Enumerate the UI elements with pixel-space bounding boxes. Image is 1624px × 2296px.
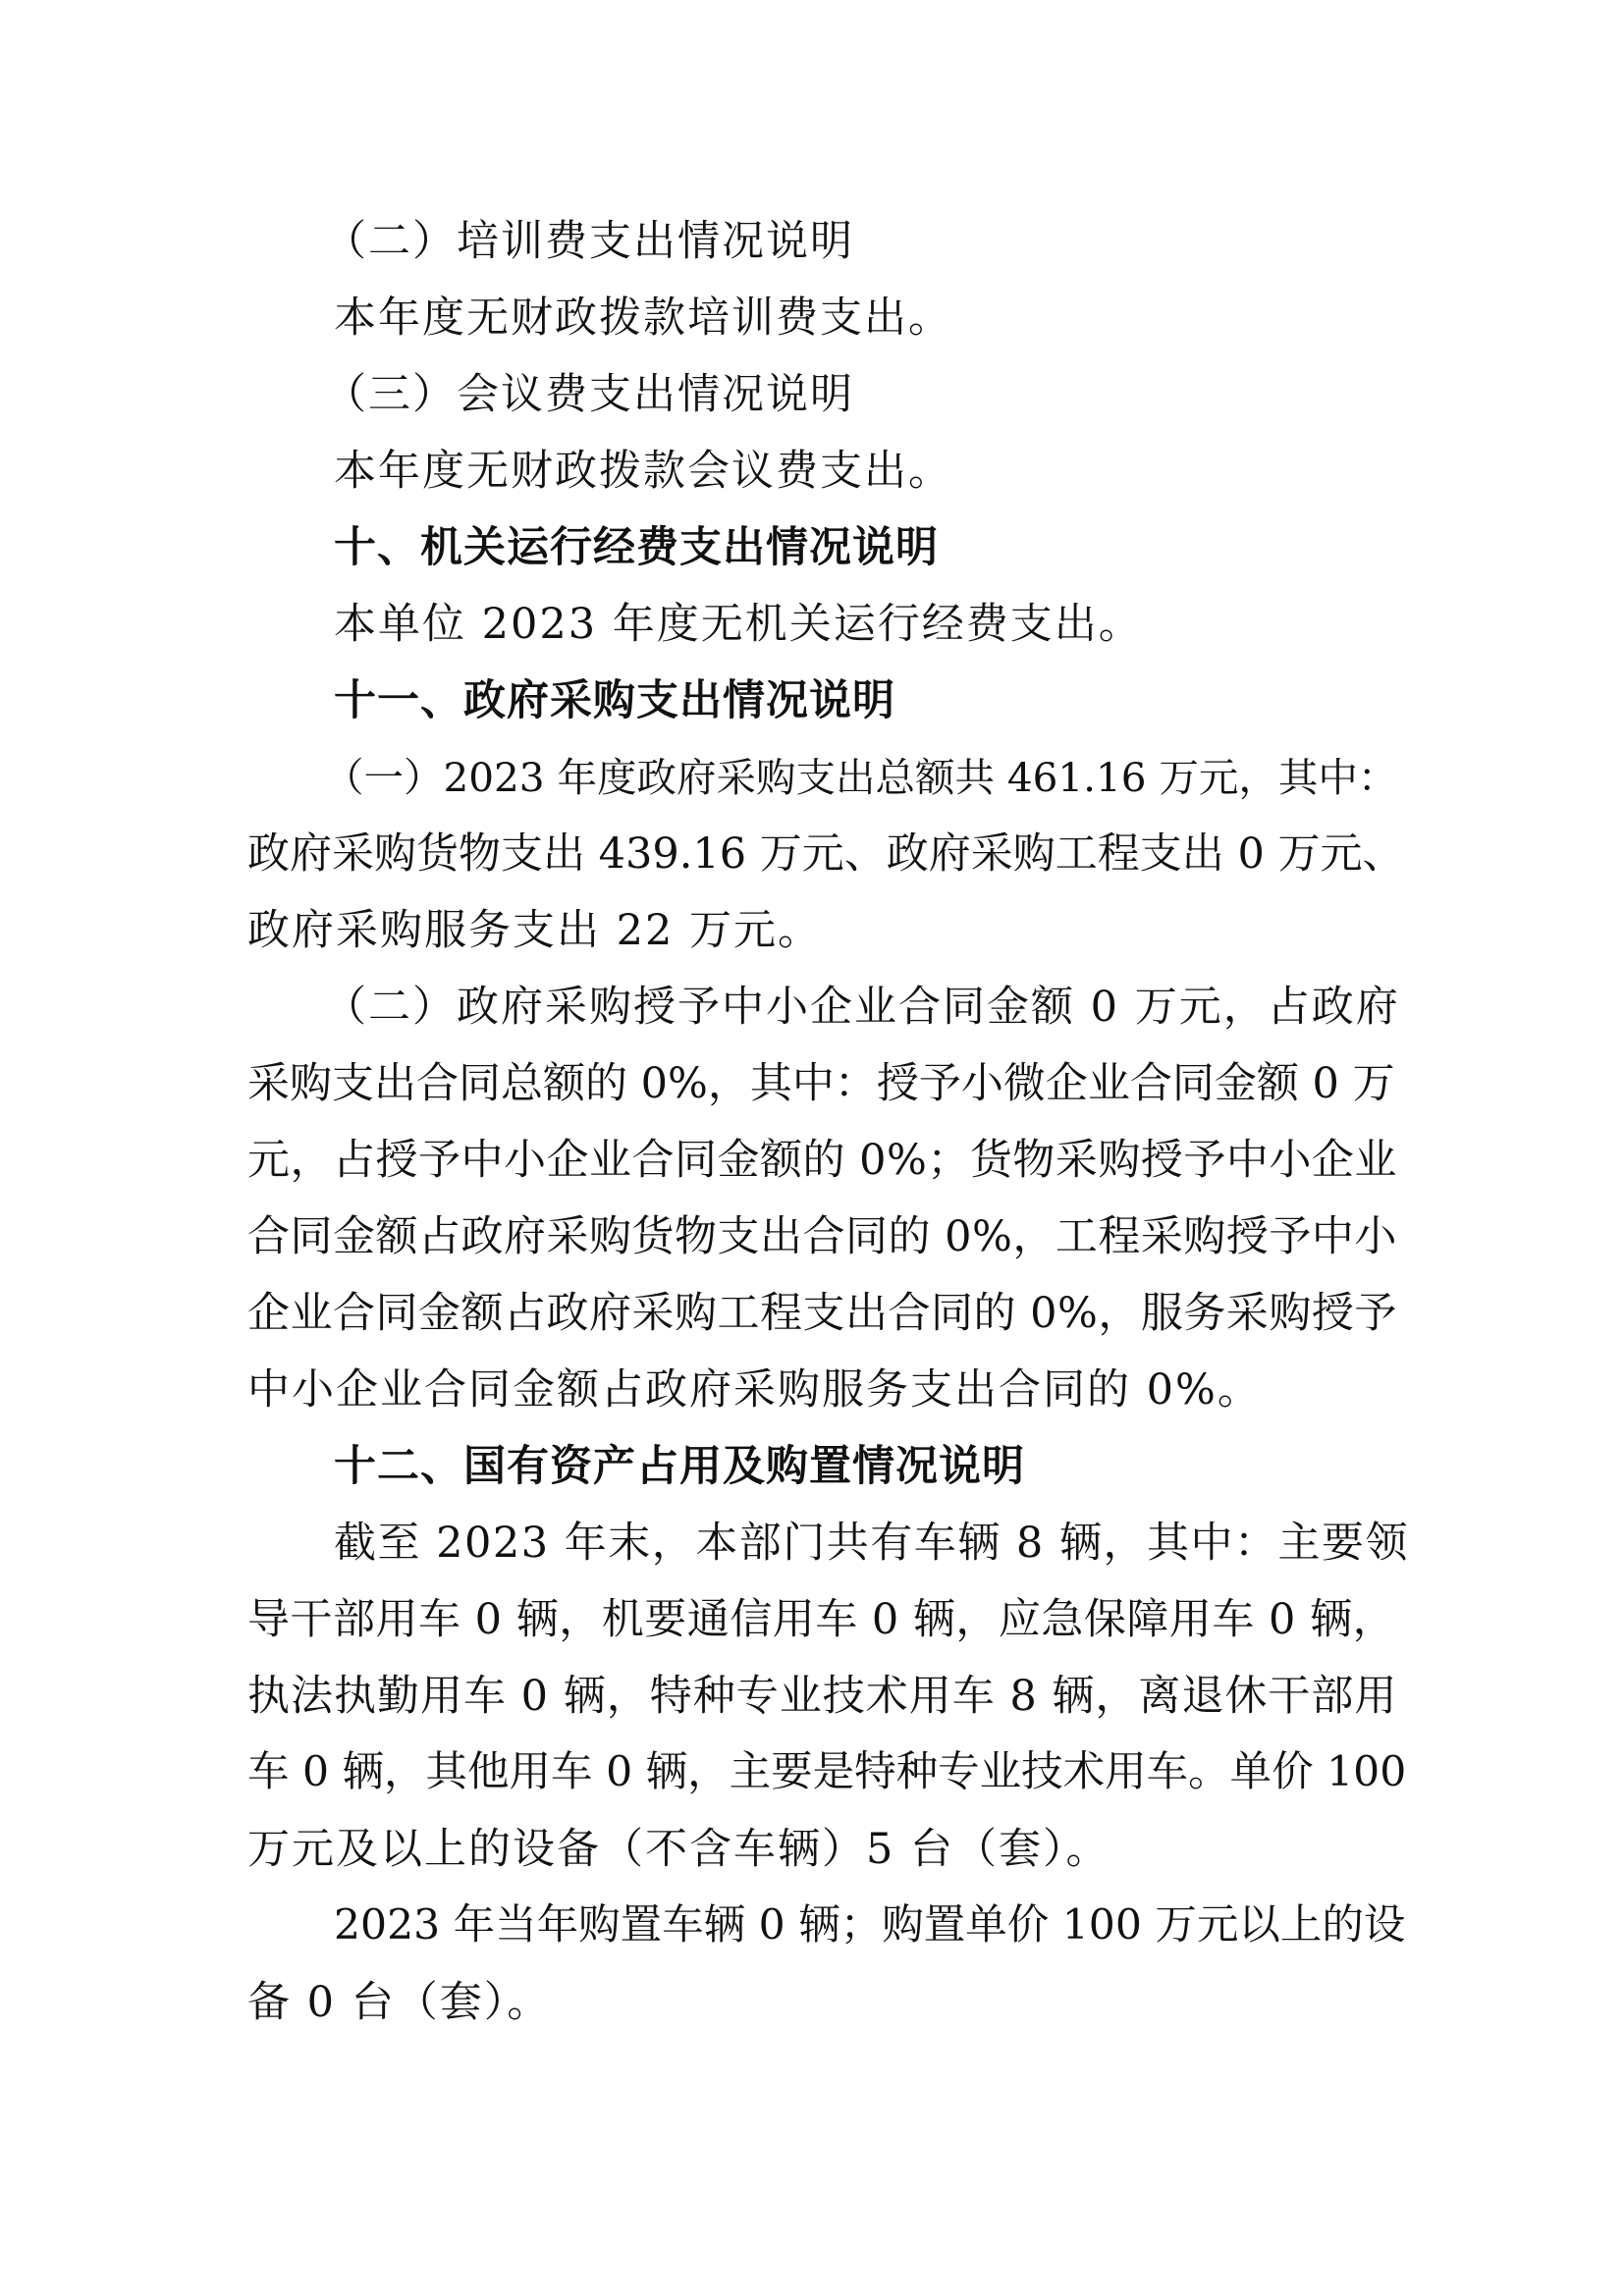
paragraph-procurement-1-line-2: 政府采购货物支出 439.16 万元、政府采购工程支出 0 万元、 [247, 829, 1405, 879]
section-heading-11: 十一、政府采购支出情况说明 [334, 676, 895, 725]
paragraph-procurement-2-line-2: 采购支出合同总额的 0%，其中：授予小微企业合同金额 0 万 [247, 1059, 1395, 1108]
paragraph-procurement-2-line-3: 元，占授予中小企业合同金额的 0%；货物采购授予中小企业 [247, 1136, 1397, 1185]
paragraph-procurement-2-line-6: 中小企业合同金额占政府采购服务支出合同的 0%。 [247, 1365, 1262, 1415]
paragraph-procurement-1-line-1: （一）2023 年度政府采购支出总额共 461.16 万元，其中： [324, 754, 1398, 801]
paragraph-assets-line-2: 导干部用车 0 辆，机要通信用车 0 辆，应急保障用车 0 辆， [247, 1595, 1396, 1644]
section-heading-12: 十二、国有资产占用及购置情况说明 [334, 1442, 1025, 1491]
section-heading-10: 十、机关运行经费支出情况说明 [334, 523, 939, 572]
paragraph-procurement-2-line-5: 企业合同金额占政府采购工程支出合同的 0%，服务采购授予 [247, 1289, 1397, 1338]
paragraph-operating-expenses: 本单位 2023 年度无机关运行经费支出。 [334, 600, 1143, 649]
paragraph-purchases-line-2: 备 0 台（套）。 [247, 1978, 552, 2027]
subheading-training-fee: （二）培训费支出情况说明 [324, 217, 854, 266]
paragraph-purchases-line-1: 2023 年当年购置车辆 0 辆；购置单价 100 万元以上的设 [334, 1901, 1406, 1949]
paragraph-training-fee: 本年度无财政拨款培训费支出。 [334, 294, 952, 343]
paragraph-meeting-fee: 本年度无财政拨款会议费支出。 [334, 447, 952, 496]
paragraph-assets-line-4: 车 0 辆，其他用车 0 辆，主要是特种专业技术用车。单价 100 [247, 1748, 1407, 1796]
paragraph-procurement-2-line-4: 合同金额占政府采购货物支出合同的 0%，工程采购授予中小 [247, 1212, 1397, 1261]
paragraph-assets-line-1: 截至 2023 年末，本部门共有车辆 8 辆，其中：主要领 [334, 1519, 1409, 1568]
paragraph-assets-line-5: 万元及以上的设备（不含车辆）5 台（套）。 [247, 1825, 1110, 1874]
paragraph-procurement-1-line-3: 政府采购服务支出 22 万元。 [247, 906, 823, 955]
paragraph-procurement-2-line-1: （二）政府采购授予中小企业合同金额 0 万元，占政府 [324, 983, 1400, 1032]
paragraph-assets-line-3: 执法执勤用车 0 辆，特种专业技术用车 8 辆，离退休干部用 [247, 1672, 1398, 1721]
subheading-meeting-fee: （三）会议费支出情况说明 [324, 370, 854, 419]
